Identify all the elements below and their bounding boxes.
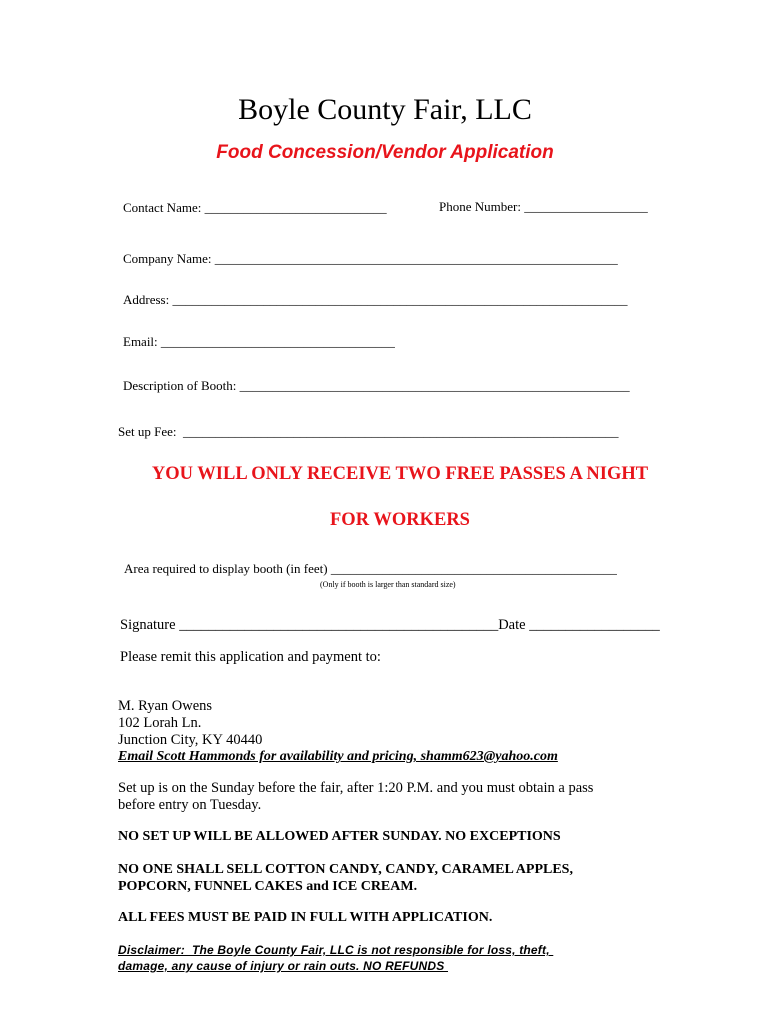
setup-fee-field[interactable]: Set up Fee: ___________________________________________________________________: [118, 424, 619, 439]
remit-street: 102 Lorah Ln.: [118, 715, 202, 731]
signature-date-field[interactable]: Signature ____________________________________________Date __________________: [120, 617, 660, 633]
fees-rule: ALL FEES MUST BE PAID IN FULL WITH APPLICATION.: [118, 910, 493, 925]
form-subtitle: Food Concession/Vendor Application: [216, 142, 554, 163]
page-title: Boyle County Fair, LLC: [238, 93, 532, 126]
booth-area-field[interactable]: Area required to display booth (in feet) ____________________________________________: [124, 561, 617, 576]
contact-email-link[interactable]: Email Scott Hammonds for availability and pricing, shamm623@yahoo.com: [118, 749, 558, 764]
phone-number-field[interactable]: Phone Number: ___________________: [439, 199, 648, 214]
free-passes-warning-cont: FOR WORKERS: [330, 510, 470, 530]
email-field[interactable]: Email: ____________________________________: [123, 334, 395, 349]
remit-name: M. Ryan Owens: [118, 698, 213, 714]
remit-intro: Please remit this application and payment to:: [120, 649, 381, 665]
contact-name-field[interactable]: Contact Name: ____________________________: [123, 200, 387, 215]
booth-area-note: (Only if booth is larger than standard size): [320, 580, 456, 589]
disclaimer: Disclaimer: The Boyle County Fair, LLC is not responsible for loss, theft,: [118, 943, 554, 957]
no-sell-rule-cont: POPCORN, FUNNEL CAKES and ICE CREAM.: [118, 879, 418, 894]
company-name-field[interactable]: Company Name: ______________________________________________________________: [123, 251, 618, 266]
disclaimer-cont: damage, any cause of injury or rain outs. NO REFUNDS: [118, 959, 449, 973]
remit-city: Junction City, KY 40440: [118, 732, 263, 748]
free-passes-warning: YOU WILL ONLY RECEIVE TWO FREE PASSES A NIGHT: [151, 464, 649, 484]
no-sell-rule: NO ONE SHALL SELL COTTON CANDY, CANDY, CARAMEL APPLES,: [118, 862, 573, 877]
setup-rule-cont: before entry on Tuesday.: [118, 797, 262, 813]
booth-description-field[interactable]: Description of Booth: ____________________________________________________________: [123, 378, 630, 393]
setup-rule: Set up is on the Sunday before the fair, after 1:20 P.M. and you must obtain a pass: [118, 780, 594, 796]
no-setup-rule: NO SET UP WILL BE ALLOWED AFTER SUNDAY. NO EXCEPTIONS: [118, 829, 561, 844]
address-field[interactable]: Address: ______________________________________________________________________: [123, 292, 628, 307]
